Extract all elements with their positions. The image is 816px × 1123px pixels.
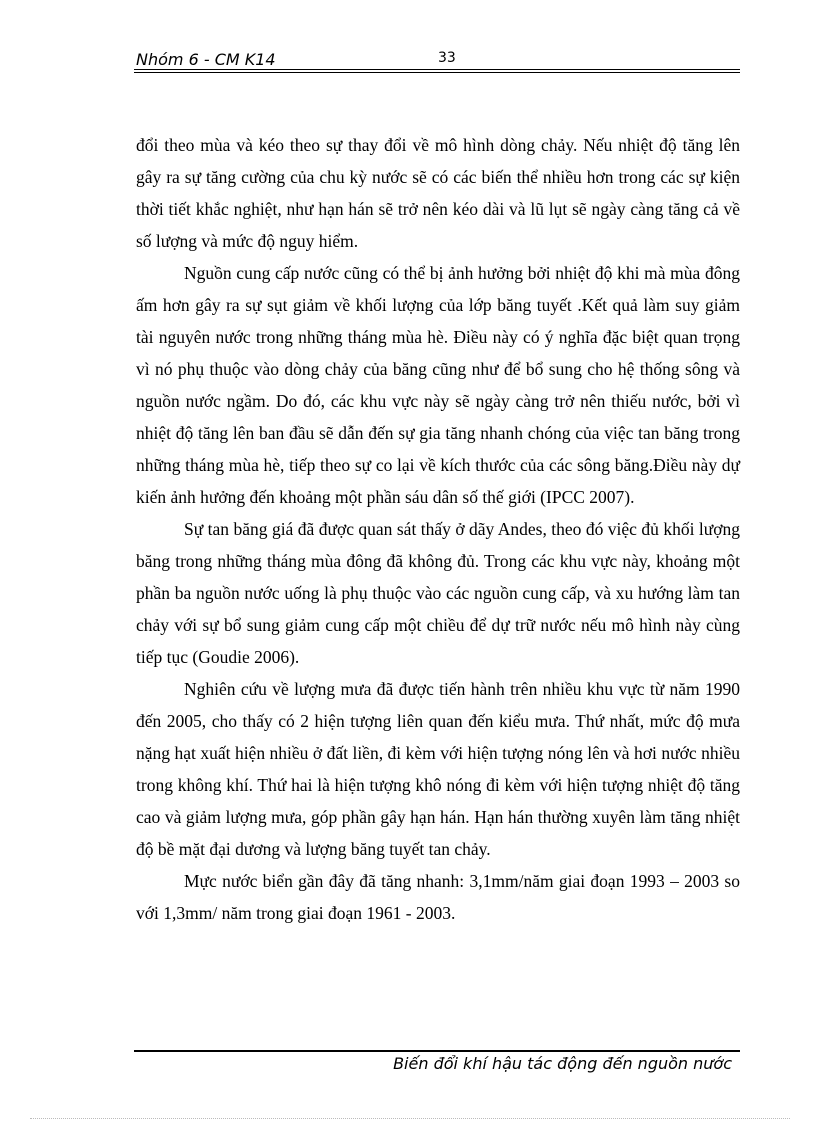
- page-number: 33: [438, 50, 456, 66]
- footer-title: Biến đổi khí hậu tác động đến nguồn nước: [393, 1054, 732, 1073]
- header-rule-thin: [134, 72, 740, 73]
- header-rule: [134, 69, 740, 70]
- paragraph-5: Mực nước biển gần đây đã tăng nhanh: 3,1mm/năm giai đoạn 1993 – 2003 so với 1,3mm/ năm trong giai đoạn 1961 - 2003.: [136, 871, 740, 923]
- page-header: [134, 48, 740, 74]
- paragraph-1: đổi theo mùa và kéo theo sự thay đổi về mô hình dòng chảy. Nếu nhiệt độ tăng lên gây ra sự tăng cường của chu kỳ nước sẽ có các biến thể nhiều hơn trong các sự kiện thời tiết khắc nghiệt, như hạn hán sẽ trở nên kéo dài và lũ lụt sẽ ngày càng tăng cả về số lượng và mức độ nguy hiểm.: [136, 135, 740, 251]
- paragraph-3: Sự tan băng giá đã được quan sát thấy ở dãy Andes, theo đó việc đủ khối lượng băng trong những tháng mùa đông đã không đủ. Trong các khu vực này, khoảng một phần ba nguồn nước uống là phụ thuộc vào các nguồn cung cấp, và xu hướng làm tan chảy với sự bổ sung giảm cung cấp một chiều để dự trữ nước nếu mô hình này cùng tiếp tục (Goudie 2006).: [136, 519, 740, 667]
- paragraph-2: Nguồn cung cấp nước cũng có thể bị ảnh hưởng bởi nhiệt độ khi mà mùa đông ấm hơn gây ra sự sụt giảm về khối lượng của lớp băng tuyết .Kết quả làm suy giảm tài nguyên nước trong những tháng mùa hè. Điều này có ý nghĩa đặc biệt quan trọng vì nó phụ thuộc vào dòng chảy của băng cũng như để bổ sung cho hệ thống sông và nguồn nước ngầm. Do đó, các khu vực này sẽ ngày càng trở nên thiếu nước, bởi vì nhiệt độ tăng lên ban đầu sẽ dẫn đến sự gia tăng nhanh chóng của việc tan băng trong những tháng mùa hè, tiếp theo sự co lại về kích thước của các sông băng.Điều này dự kiến ảnh hưởng đến khoảng một phần sáu dân số thế giới (IPCC 2007).: [136, 263, 740, 507]
- page-edge-divider: [30, 1118, 790, 1119]
- header-group-label: Nhóm 6 - CM K14: [136, 50, 276, 69]
- document-body: [136, 129, 740, 929]
- paragraph-4: Nghiên cứu về lượng mưa đã được tiến hành trên nhiều khu vực từ năm 1990 đến 2005, cho thấy có 2 hiện tượng liên quan đến kiểu mưa. Thứ nhất, mức độ mưa nặng hạt xuất hiện nhiều ở đất liền, đi kèm với hiện tượng nóng lên và hơi nước nhiều trong không khí. Thứ hai là hiện tượng khô nóng đi kèm với hiện tượng nhiệt độ tăng cao và giảm lượng mưa, góp phần gây hạn hán. Hạn hán thường xuyên làm tăng nhiệt độ bề mặt đại dương và lượng băng tuyết tan chảy.: [136, 679, 740, 859]
- footer-rule: [134, 1050, 740, 1052]
